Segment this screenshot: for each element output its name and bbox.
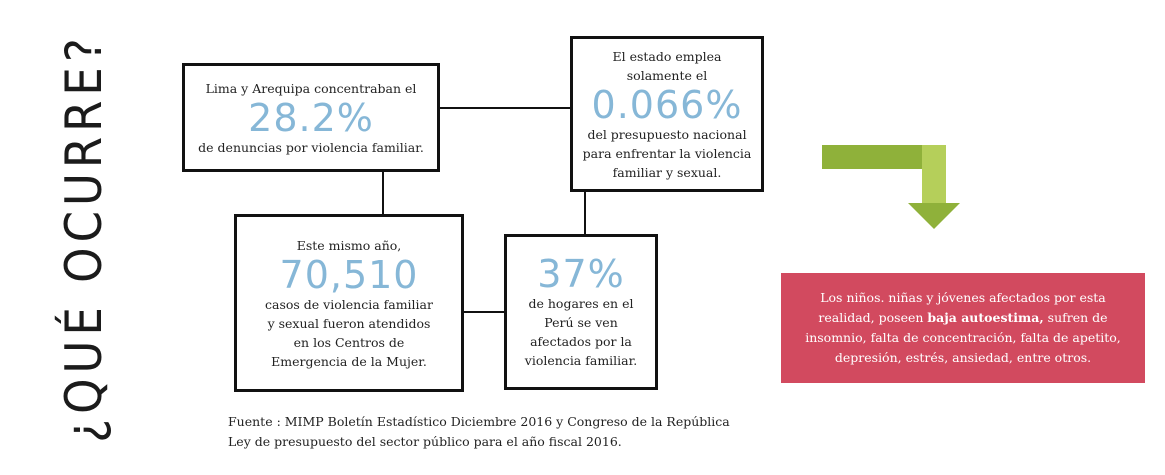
source-line-2: Ley de presupuesto del sector público para el año fiscal 2016. xyxy=(228,434,622,449)
consequence-text xyxy=(791,288,1135,368)
stat-casos-after-3: en los Centros de xyxy=(293,334,405,350)
stat-hogares-after-3: afectados por la xyxy=(530,334,632,349)
stat-casos-after-2: y sexual fueron atendidos xyxy=(267,315,431,331)
stat-estado-after-3: familiar y sexual. xyxy=(612,164,722,180)
stat-estado-value: 0.066% xyxy=(591,82,743,127)
stat-hogares-after-4: violencia familiar. xyxy=(524,353,638,368)
stat-hogares-value: 37% xyxy=(537,252,625,296)
stat-estado-after-1: del presupuesto nacional xyxy=(587,126,747,142)
stat-box-estado xyxy=(570,36,764,192)
stat-estado-before-2: solamente el xyxy=(626,67,708,83)
stat-lima-before: Lima y Arequipa concentraban el xyxy=(205,80,417,96)
stat-lima-value: 28.2% xyxy=(248,95,374,140)
consequence-part1: Los niños. niñas y jóvenes afectados por esta realidad, poseen xyxy=(818,290,1106,325)
source-note xyxy=(228,412,730,452)
stat-box-hogares xyxy=(504,234,658,390)
bent-arrow-icon xyxy=(820,143,960,233)
stat-box-casos xyxy=(234,214,464,392)
source-line-1: Fuente : MIMP Boletín Estadístico Diciembre 2016 y Congreso de la República xyxy=(228,414,730,429)
connector-lima-estado xyxy=(439,107,571,109)
stat-casos-after-4: Emergencia de la Mujer. xyxy=(271,353,427,369)
stat-hogares-after-1: de hogares en el xyxy=(528,296,634,311)
stat-estado-before-1: El estado emplea xyxy=(612,48,722,64)
stat-estado-after-2: para enfrentar la violencia xyxy=(582,145,752,161)
stat-casos-after-1: casos de violencia familiar xyxy=(265,296,433,312)
connector-casos-hogares xyxy=(462,311,506,313)
consequence-callout xyxy=(781,273,1145,383)
stat-casos-value: 70,510 xyxy=(279,252,419,297)
stat-lima-after: de denuncias por violencia familiar. xyxy=(198,139,424,155)
stat-box-lima xyxy=(182,63,440,172)
consequence-bold: baja autoestima, xyxy=(927,310,1044,325)
stat-hogares-after-2: Perú se ven xyxy=(544,315,618,330)
connector-estado-hogares xyxy=(584,190,586,236)
connector-lima-casos xyxy=(382,170,384,216)
consequence-part2: sufren de insomnio, falta de concentración, falta de apetito, depresión, estrés, ansiedad, entre otros. xyxy=(805,310,1121,365)
page-title: ¿QUÉ OCURRE? xyxy=(55,33,113,443)
stat-casos-before: Este mismo año, xyxy=(296,237,402,253)
